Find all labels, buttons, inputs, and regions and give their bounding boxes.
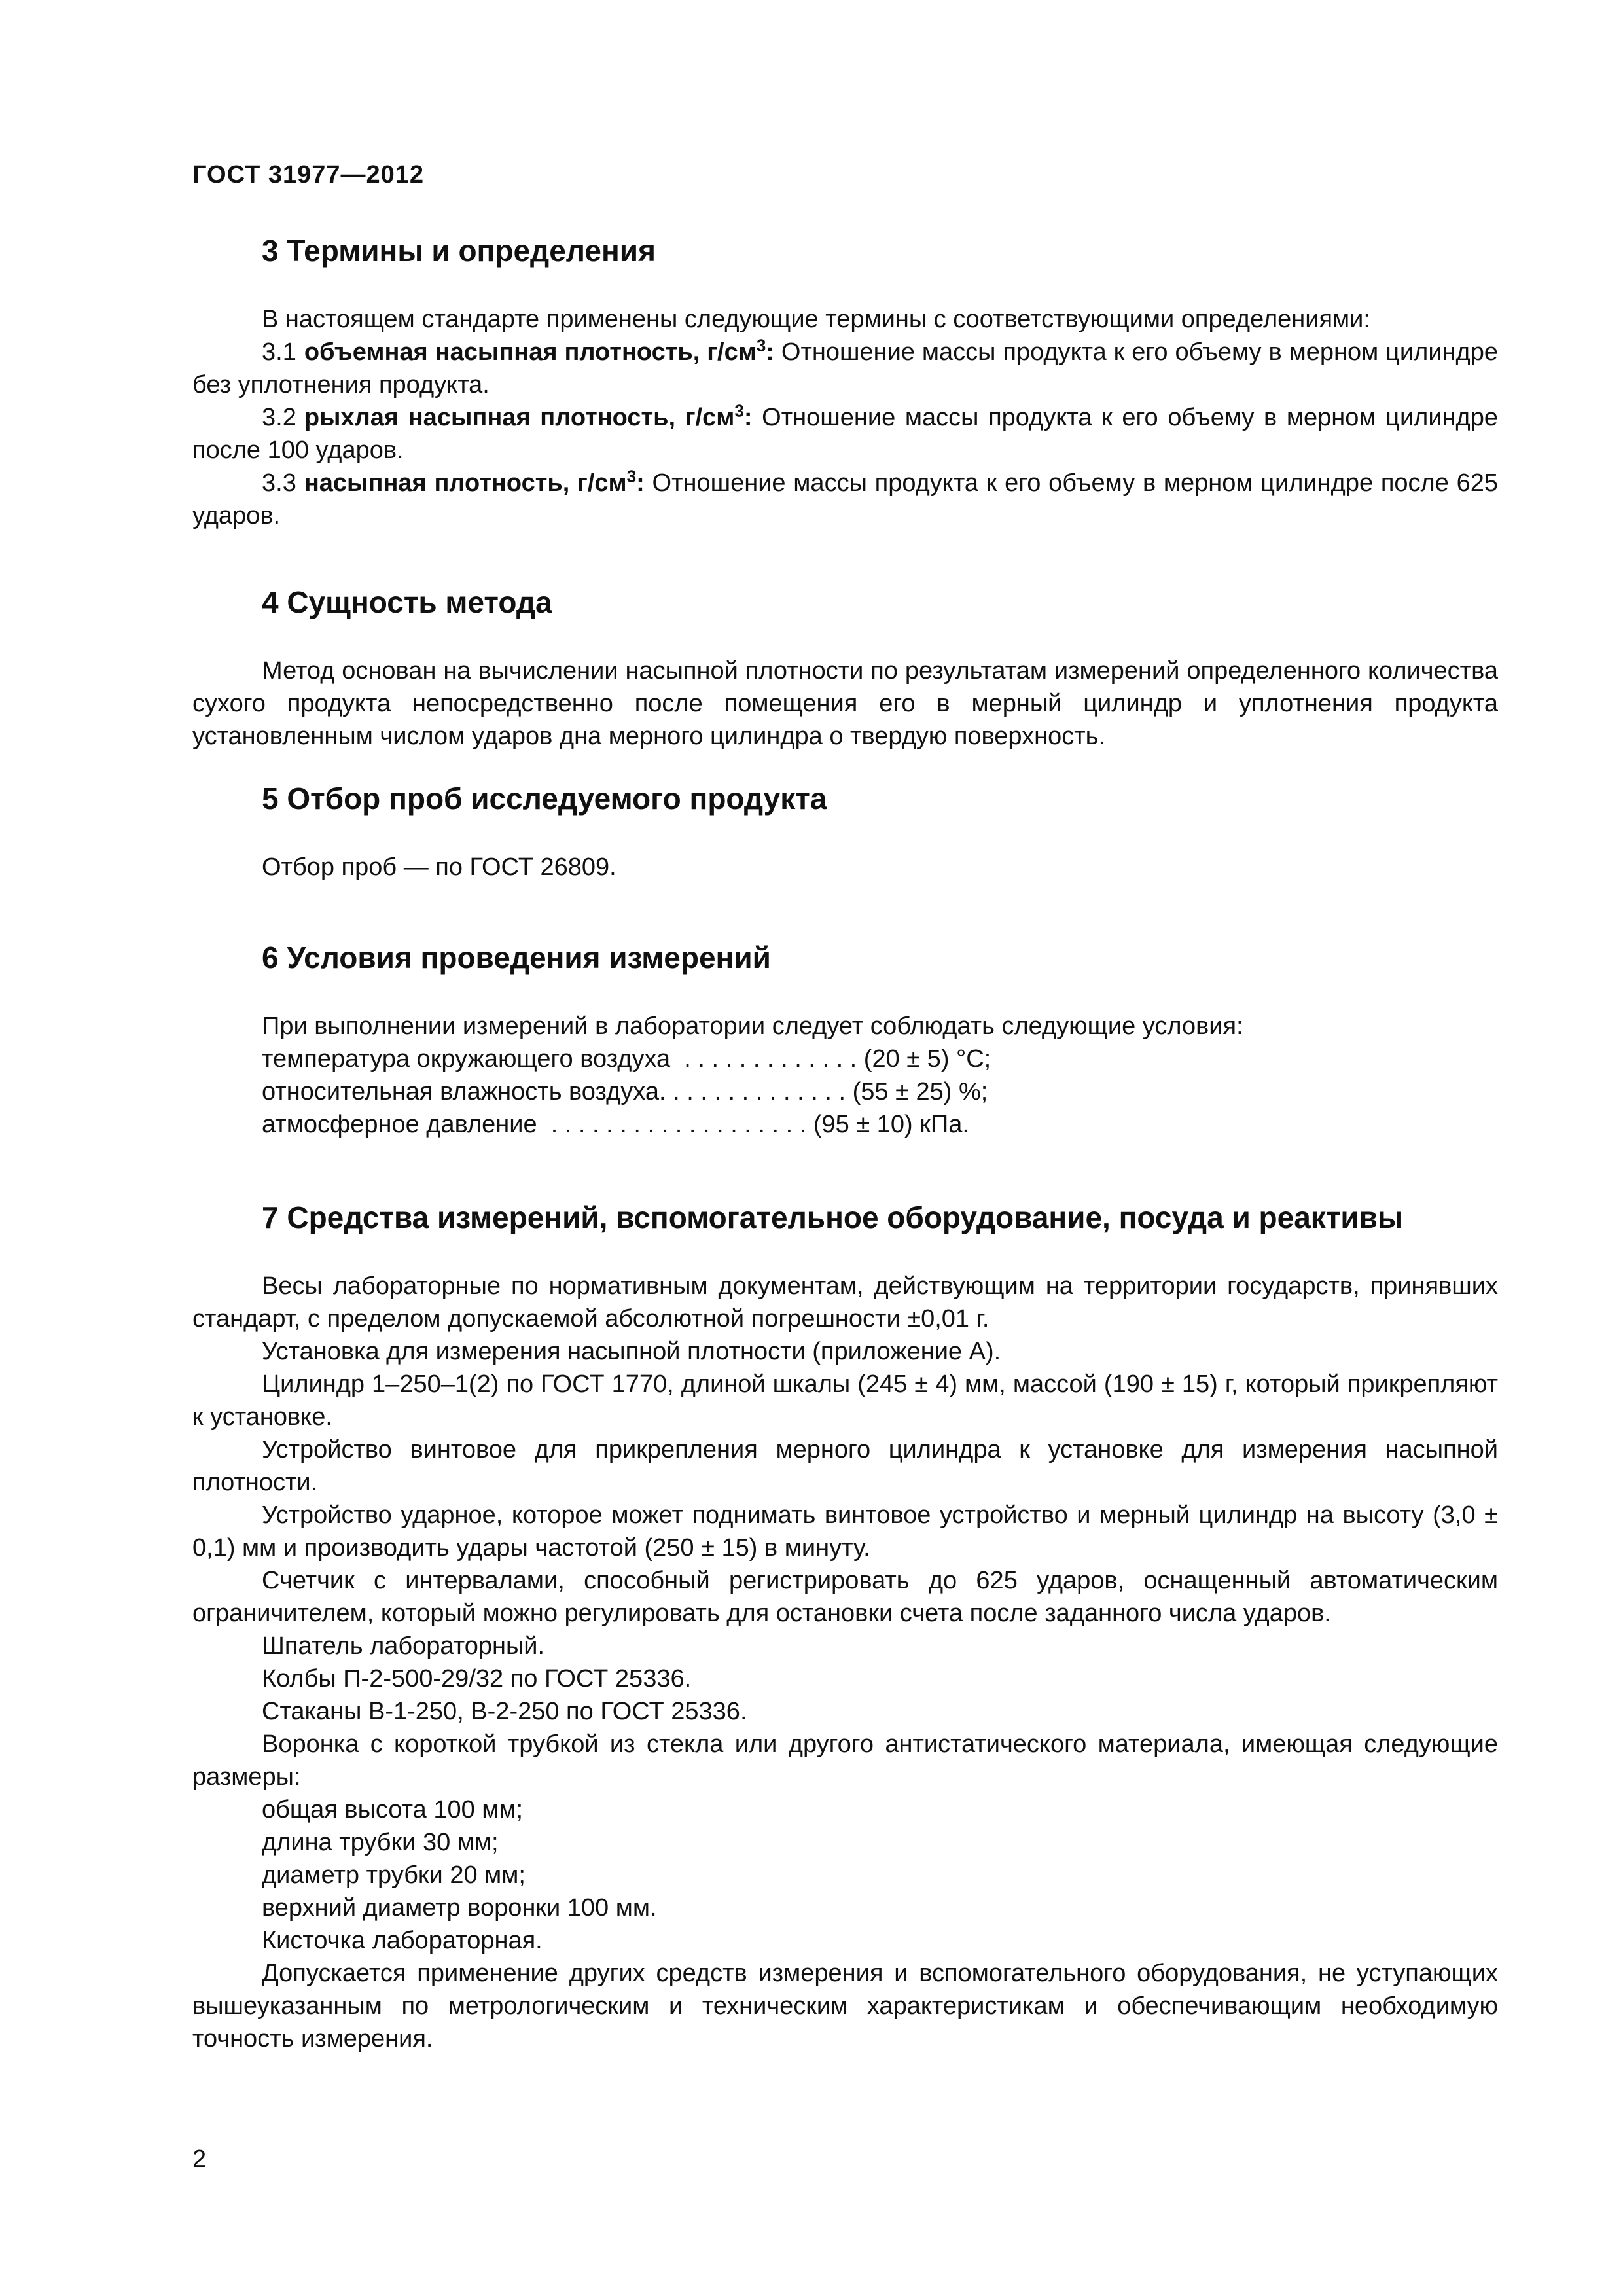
section-5-title: 5 Отбор проб исследуемого продукта — [262, 781, 827, 816]
section-4-title: 4 Сущность метода — [262, 585, 552, 619]
section-5-text: Отбор проб — по ГОСТ 26809. — [262, 853, 616, 881]
section-6-title: 6 Условия проведения измерений — [262, 941, 771, 975]
funnel-top-diameter: верхний диаметр воронки 100 мм. — [262, 1894, 657, 1922]
section-3 — [192, 232, 1498, 532]
funnel-height: общая высота 100 мм; — [262, 1796, 524, 1823]
paragraph-funnel: Воронка с короткой трубкой из стекла или другого антистатического материала, имеющая следующие размеры: — [192, 1731, 1498, 1791]
section-3-intro: В настоящем стандарте применены следующие термины с соответствующими определениями: — [262, 306, 1370, 333]
paragraph-impact-device: Устройство ударное, которое может поднимать винтовое устройство и мерный цилиндр на высоту (3,0 ± 0,1) мм и производить удары частотой (250 ± 15) в минуту. — [192, 1501, 1498, 1562]
section-4 — [192, 584, 1498, 753]
condition-humidity: относительная влажность воздуха. . . . . . . . . . . . . . (55 ± 25) %; — [262, 1078, 988, 1105]
funnel-tube-length: длина трубки 30 мм; — [262, 1829, 499, 1856]
paragraph-screw-device: Устройство винтовое для прикрепления мерного цилиндра к установке для измерения насыпной плотности. — [192, 1436, 1498, 1496]
paragraph-counter: Счетчик с интервалами, способный регистрировать до 625 ударов, оснащенный автоматическим ограничителем, который можно регулировать для остановки счета после заданного числа ударов. — [192, 1567, 1498, 1627]
paragraph-flasks: Колбы П-2-500-29/32 по ГОСТ 25336. — [262, 1665, 692, 1693]
section-4-text: Метод основан на вычислении насыпной плотности по результатам измерений определенного количества сухого продукта непосредственно после помещения его в мерный цилиндр и уплотнения продукта установленным числом ударов дна мерного цилиндра о твердую поверхность. — [192, 657, 1498, 750]
paragraph-installation: Установка для измерения насыпной плотности (приложение А). — [262, 1338, 1001, 1365]
page-number: 2 — [192, 2145, 207, 2173]
term-3-2: 3.2 рыхлая насыпная плотность, $г/см^3$: Отношение массы продукта к его объему в мерном цилиндре после 100 ударов. — [192, 401, 1499, 464]
section-7-title: 7 Средства измерений, вспомогательное оборудование, посуда и реактивы — [262, 1200, 1404, 1234]
document-header: ГОСТ 31977—2012 — [192, 161, 425, 188]
section-3-title: 3 Термины и определения — [262, 234, 656, 268]
section-6-intro: При выполнении измерений в лаборатории следует соблюдать следующие условия: — [262, 1013, 1243, 1040]
paragraph-brush: Кисточка лабораторная. — [262, 1927, 543, 1954]
paragraph-alternatives: Допускается применение других средств измерения и вспомогательного оборудования, не уступающих вышеуказанным по метрологическим и техническим характеристикам и обеспечивающим необходимую точность измерения. — [192, 1960, 1498, 2053]
condition-temperature: температура окружающего воздуха . . . . . . . . . . . . . (20 ± 5) °С; — [262, 1045, 991, 1073]
condition-pressure: атмосферное давление . . . . . . . . . . . . . . . . . . . (95 ± 10) кПа. — [262, 1111, 969, 1138]
section-5 — [192, 780, 1498, 884]
funnel-tube-diameter: диаметр трубки 20 мм; — [262, 1861, 526, 1889]
section-6 — [192, 939, 1498, 1141]
section-7 — [192, 1199, 1498, 2055]
paragraph-cylinder: Цилиндр 1–250–1(2) по ГОСТ 1770, длиной шкалы (245 ± 4) мм, массой (190 ± 15) г, который прикрепляют к установке. — [192, 1371, 1498, 1431]
paragraph-beakers: Стаканы В-1-250, В-2-250 по ГОСТ 25336. — [262, 1698, 747, 1725]
paragraph-spatula: Шпатель лабораторный. — [262, 1632, 545, 1660]
term-3-3: 3.3 насыпная плотность, $г/см^3$: Отношение массы продукта к его объему в мерном цилиндре после 625 ударов. — [192, 466, 1499, 529]
term-3-1: 3.1 объемная насыпная плотность, $г/см^3$: Отношение массы продукта к его объему в мерном цилиндре без уплотнения продукта. — [192, 335, 1498, 399]
paragraph-scales: Весы лабораторные по нормативным документам, действующим на территории государств, принявших стандарт, с пределом допускаемой абсолютной погрешности ±0,01 г. — [192, 1272, 1498, 1333]
